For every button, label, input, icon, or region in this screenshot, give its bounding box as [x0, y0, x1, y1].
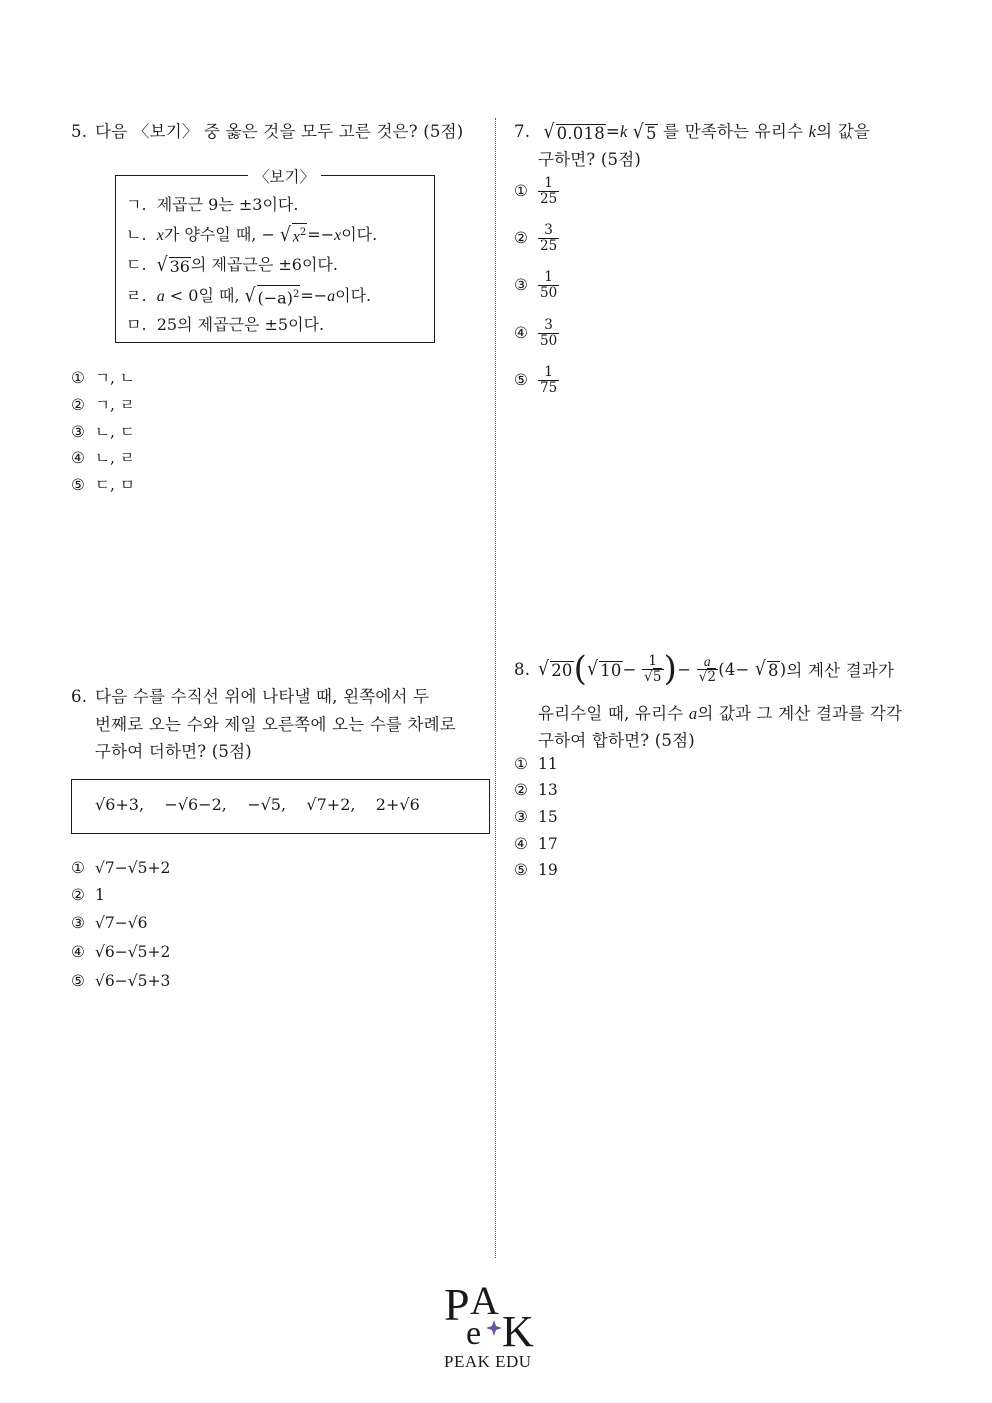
svg-text:e: e [466, 1315, 482, 1352]
q8-choice-5[interactable]: ⑤ 19 [514, 861, 558, 879]
q6-number-5: 2+√6 [375, 795, 420, 814]
q5-text: 다음 〈보기〉 중 옳은 것을 모두 고른 것은? (5점) [95, 122, 464, 141]
q8-choice-4[interactable]: ④ 17 [514, 835, 558, 853]
sqrt-20: √ 20 [538, 657, 573, 681]
q6-number-list [95, 795, 420, 814]
q7-choice-1[interactable]: ① $\frac{1}{25}$ [514, 175, 558, 207]
q6-number-1: √6+3, [95, 795, 145, 814]
q8-choice-2[interactable]: ② 13 [514, 781, 558, 799]
q6-stem-line-3: 구하여 더하면? (5점) [95, 742, 252, 761]
q6-stem-line-2: 번째로 오는 수와 제일 오른쪽에 오는 수를 차례로 [95, 715, 456, 734]
column-divider [495, 118, 496, 1258]
svg-text:P: P [444, 1279, 470, 1330]
q8-expression-line: 8. √ 20 ( √ 10 − $\frac{1}{√5}$ ) − $\frac{a}{√2}$ (4− √ 8 ) 의 계산 결과가 [514, 649, 895, 689]
svg-text:A: A [470, 1278, 499, 1323]
q7-choice-5[interactable]: ⑤ $\frac{1}{75}$ [514, 364, 558, 396]
q6-choice-2[interactable]: ② 1 [71, 886, 105, 904]
sqrt-0018: √ 0.018 [543, 120, 605, 144]
q5-bogi-title: 〈보기〉 [248, 165, 321, 187]
q7-stem-line-1: 7. √ 0.018 =k √ 5 를 만족하는 유리수 k의 값을 [514, 120, 870, 144]
frac-1-over-sqrt5: $\frac{1}{√5}$ [644, 652, 662, 685]
bogi-text: 제곱근 9는 ±3이다. [156, 195, 299, 214]
bogi-text: 25의 제곱근은 ±5이다. [156, 315, 325, 334]
var-x: x [156, 227, 164, 244]
bogi-label: ㄹ. [126, 286, 147, 305]
q8-number: 8. [514, 659, 531, 679]
sqrt-neg-a-squared: √ $(-a)^2$ [244, 284, 300, 308]
logo-text: PEAK EDU [444, 1352, 532, 1371]
sqrt-10: √ 10 [587, 657, 622, 681]
q7-stem-line-2: 구하면? (5점) [538, 150, 642, 169]
q5-stem [71, 118, 463, 142]
q8-choice-1[interactable]: ① 11 [514, 755, 558, 773]
bogi-text: 가 양수일 때, − [163, 225, 275, 244]
q5-bogi-item-2: ㄴ. x가 양수일 때, − √ $x^2$ =−x이다. [126, 223, 378, 247]
q6-choice-5[interactable]: ⑤ √6−√5+3 [71, 972, 171, 990]
q6-number-3: −√5, [247, 795, 287, 814]
q7-number: 7. [514, 122, 531, 141]
q6-choice-4[interactable]: ④ √6−√5+2 [71, 943, 171, 961]
q5-bogi-item-5 [126, 312, 324, 335]
q7-choice-2[interactable]: ② $\frac{3}{25}$ [514, 222, 558, 254]
bogi-label: ㄷ. [126, 255, 147, 274]
q5-number: 5. [71, 122, 88, 141]
q6-stem-line-1: 6. 다음 수를 수직선 위에 나타낼 때, 왼쪽에서 두 [71, 687, 430, 706]
q7-choice-3[interactable]: ③ $\frac{1}{50}$ [514, 269, 558, 301]
q6-number-2: −√6−2, [164, 795, 227, 814]
q6-number: 6. [71, 687, 88, 706]
q8-stem-line-2: 유리수일 때, 유리수 a의 값과 그 계산 결과를 각각 [538, 704, 903, 723]
sqrt-x-squared: √ $x^2$ [279, 223, 307, 247]
q6-choice-3[interactable]: ③ √7−√6 [71, 914, 148, 932]
bogi-label: ㄴ. [126, 225, 147, 244]
q8-choice-3[interactable]: ③ 15 [514, 808, 558, 826]
q7-choice-4[interactable]: ④ $\frac{3}{50}$ [514, 317, 558, 349]
sqrt-5: √ 5 [632, 120, 657, 144]
bogi-label: ㅁ. [126, 315, 147, 334]
svg-text:K: K [502, 1307, 534, 1356]
q5-bogi-item-3 [126, 252, 338, 275]
bogi-label: ㄱ. [126, 195, 147, 214]
q5-choice-3[interactable]: ③ ㄴ, ㄷ [71, 423, 135, 441]
q5-choice-4[interactable]: ④ ㄴ, ㄹ [71, 449, 135, 467]
frac-a-over-sqrt2: $\frac{a}{√2}$ [698, 653, 717, 685]
q5-choice-2[interactable]: ② ㄱ, ㄹ [71, 396, 135, 414]
q5-choice-1[interactable]: ① ㄱ, ㄴ [71, 369, 135, 387]
q6-choice-1[interactable]: ① √7−√5+2 [71, 859, 171, 877]
q5-bogi-item-1 [126, 192, 298, 215]
q8-stem-line-3: 구하여 합하면? (5점) [538, 731, 695, 750]
sqrt-8: √ 8 [755, 657, 779, 681]
bogi-text: 의 제곱근은 ±6이다. [190, 255, 338, 274]
bogi-text: < 0일 때, [164, 286, 245, 305]
sqrt-36: √ 36 [156, 253, 190, 277]
q5-choice-5[interactable]: ⑤ ㄷ, ㅁ [71, 476, 135, 494]
q6-number-4: √7+2, [306, 795, 356, 814]
q5-bogi-item-4: ㄹ. a < 0일 때, √ $(-a)^2$ =−a이다. [126, 284, 372, 308]
